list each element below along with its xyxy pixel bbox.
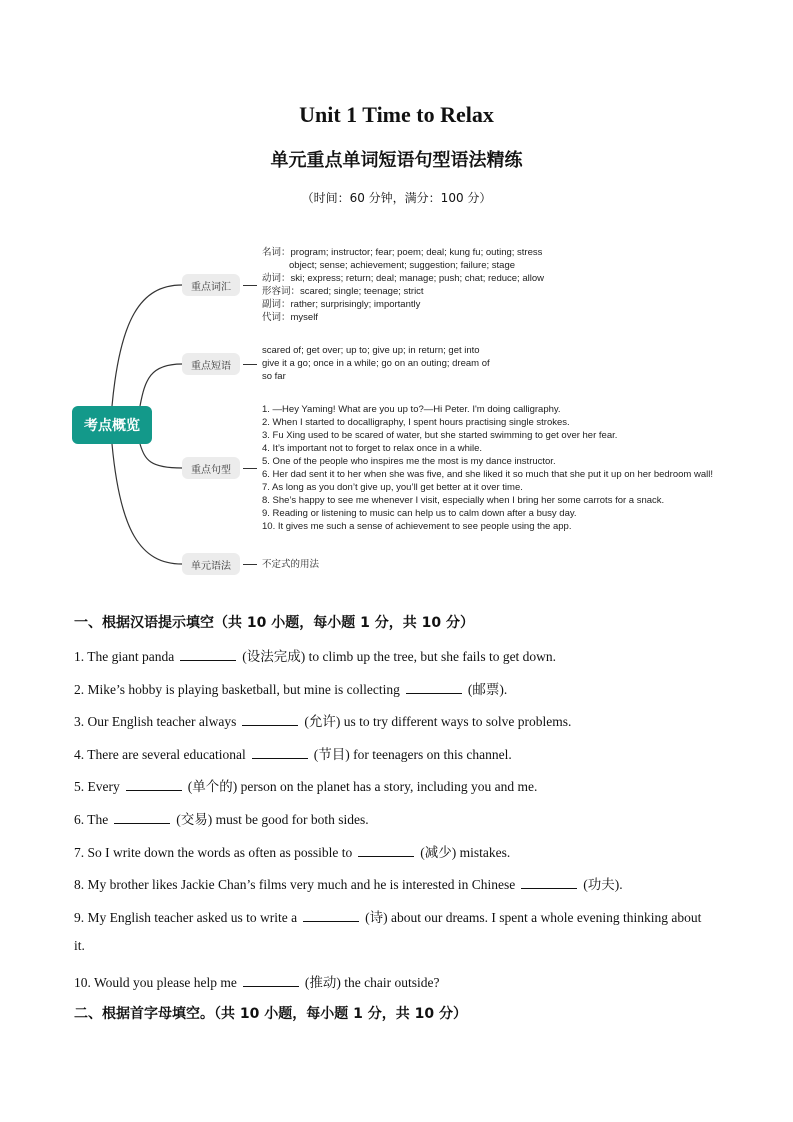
list-line: 9. Reading or listening to music can help us to calm down after a busy day. xyxy=(262,508,577,519)
answer-blank[interactable] xyxy=(243,974,299,987)
hint: (功夫). xyxy=(583,877,623,892)
mind-map-center: 考点概览 xyxy=(72,406,152,444)
question-text: for teenagers on this channel. xyxy=(353,747,512,762)
node-key-vocabulary: 重点词汇 xyxy=(182,274,240,296)
answer-blank[interactable] xyxy=(358,844,414,857)
list-line: 5. One of the people who inspires me the most is my dance instructor. xyxy=(262,456,556,467)
grammar-list xyxy=(262,558,319,571)
question-text: 9. My English teacher asked us to write a xyxy=(74,910,298,925)
section-2-heading: 二、根据首字母填空。（共 10 小题，每小题 1 分，共 10 分） xyxy=(74,1006,467,1022)
phrases-list xyxy=(262,344,490,383)
question-text: to climb up the tree, but she fails to get down. xyxy=(308,649,557,664)
page-subtitle: 单元重点单词短语句型语法精练 xyxy=(270,150,523,171)
list-line: 动词：ski; express; return; deal; manage; push; chat; reduce; allow xyxy=(262,273,544,284)
hint: (邮票). xyxy=(467,682,508,697)
connector xyxy=(243,285,257,286)
time-info: （时间：60 分钟，满分：100 分） xyxy=(301,191,492,205)
answer-blank[interactable] xyxy=(114,811,170,824)
list-line: object; sense; achievement; suggestion; failure; stage xyxy=(289,260,516,271)
list-line: 7. As long as you don’t give up, you’ll get better at it over time. xyxy=(262,482,523,493)
page-title: Unit 1 Time to Relax xyxy=(299,102,494,127)
question-text: 1. The giant panda xyxy=(74,649,175,664)
section-1-heading: 一、根据汉语提示填空（共 10 小题，每小题 1 分，共 10 分） xyxy=(74,615,474,631)
hint: (设法完成) xyxy=(242,649,306,664)
question-text: 2. Mike’s hobby is playing basketball, but mine is collecting xyxy=(74,682,400,697)
question-text: mistakes. xyxy=(459,845,511,860)
hint: (允许) xyxy=(304,714,341,729)
answer-blank[interactable] xyxy=(303,909,359,922)
question-text: must be good for both sides. xyxy=(215,812,369,827)
hint: (交易) xyxy=(176,812,213,827)
list-line: 4. It’s important not to forget to relax once in a while. xyxy=(262,443,483,454)
hint: (推动) xyxy=(304,975,341,990)
list-line: so far xyxy=(262,371,286,382)
question-8 xyxy=(74,873,623,893)
question-7 xyxy=(74,841,510,861)
list-line: give it a go; once in a while; go on an outing; dream of xyxy=(262,358,490,369)
node-key-phrases: 重点短语 xyxy=(182,353,240,375)
connector xyxy=(243,564,257,565)
question-text: person on the planet has a story, including you and me. xyxy=(240,779,538,794)
question-10 xyxy=(74,971,439,991)
list-line: 名词：program; instructor; fear; poem; deal; kung fu; outing; stress xyxy=(262,247,543,258)
list-line: 不定式的用法 xyxy=(262,559,320,570)
question-2 xyxy=(74,678,507,698)
answer-blank[interactable] xyxy=(406,681,462,694)
question-1 xyxy=(74,645,556,665)
list-line: scared of; get over; up to; give up; in return; get into xyxy=(262,345,480,356)
answer-blank[interactable] xyxy=(252,746,308,759)
connector xyxy=(243,468,257,469)
vocabulary-list xyxy=(262,246,544,324)
list-line: 1. —Hey Yaming! What are you up to?—Hi Peter. I'm doing calligraphy. xyxy=(262,404,561,415)
question-6 xyxy=(74,808,369,828)
answer-blank[interactable] xyxy=(521,876,577,889)
question-text: us to try different ways to solve problems. xyxy=(343,714,572,729)
question-text: 4. There are several educational xyxy=(74,747,246,762)
hint: (单个的) xyxy=(187,779,238,794)
node-unit-grammar: 单元语法 xyxy=(182,553,240,575)
question-text: 7. So I write down the words as often as possible to xyxy=(74,845,353,860)
connector xyxy=(243,364,257,365)
answer-blank[interactable] xyxy=(242,713,298,726)
question-text: about our dreams. I spent a whole evening thinking about xyxy=(390,910,702,925)
list-line: 副词：rather; surprisingly; importantly xyxy=(262,299,421,310)
hint: (诗) xyxy=(365,910,388,925)
list-line: 2. When I started to docalligraphy, I spent hours practising single strokes. xyxy=(262,417,570,428)
list-line: 3. Fu Xing used to be scared of water, but she started swimming to get over her fear. xyxy=(262,430,618,441)
question-text: 5. Every xyxy=(74,779,120,794)
question-text: the chair outside? xyxy=(344,975,440,990)
hint: (节目) xyxy=(313,747,350,762)
question-text: 3. Our English teacher always xyxy=(74,714,237,729)
list-line: 形容词：scared; single; teenage; strict xyxy=(262,286,424,297)
answer-blank[interactable] xyxy=(180,648,236,661)
answer-blank[interactable] xyxy=(126,778,182,791)
hint: (减少) xyxy=(420,845,457,860)
question-5 xyxy=(74,775,537,795)
question-3 xyxy=(74,710,571,730)
list-line: 6. Her dad sent it to her when she was five, and she liked it so much that she put it up on her bedroom wall! xyxy=(262,469,713,480)
list-line: 8. She’s happy to see me whenever I visit, especially when I bring her some carrots for a snack. xyxy=(262,495,665,506)
sentences-list xyxy=(262,403,713,533)
node-key-sentences: 重点句型 xyxy=(182,457,240,479)
question-4 xyxy=(74,743,512,763)
list-line: 代词：myself xyxy=(262,312,318,323)
list-line: 10. It gives me such a sense of achievement to see people using the app. xyxy=(262,521,572,532)
question-text: 8. My brother likes Jackie Chan’s films very much and he is interested in Chinese xyxy=(74,877,516,892)
question-text: 6. The xyxy=(74,812,109,827)
question-9 xyxy=(74,906,701,926)
question-text: 10. Would you please help me xyxy=(74,975,237,990)
question-continuation: it. xyxy=(74,938,85,953)
